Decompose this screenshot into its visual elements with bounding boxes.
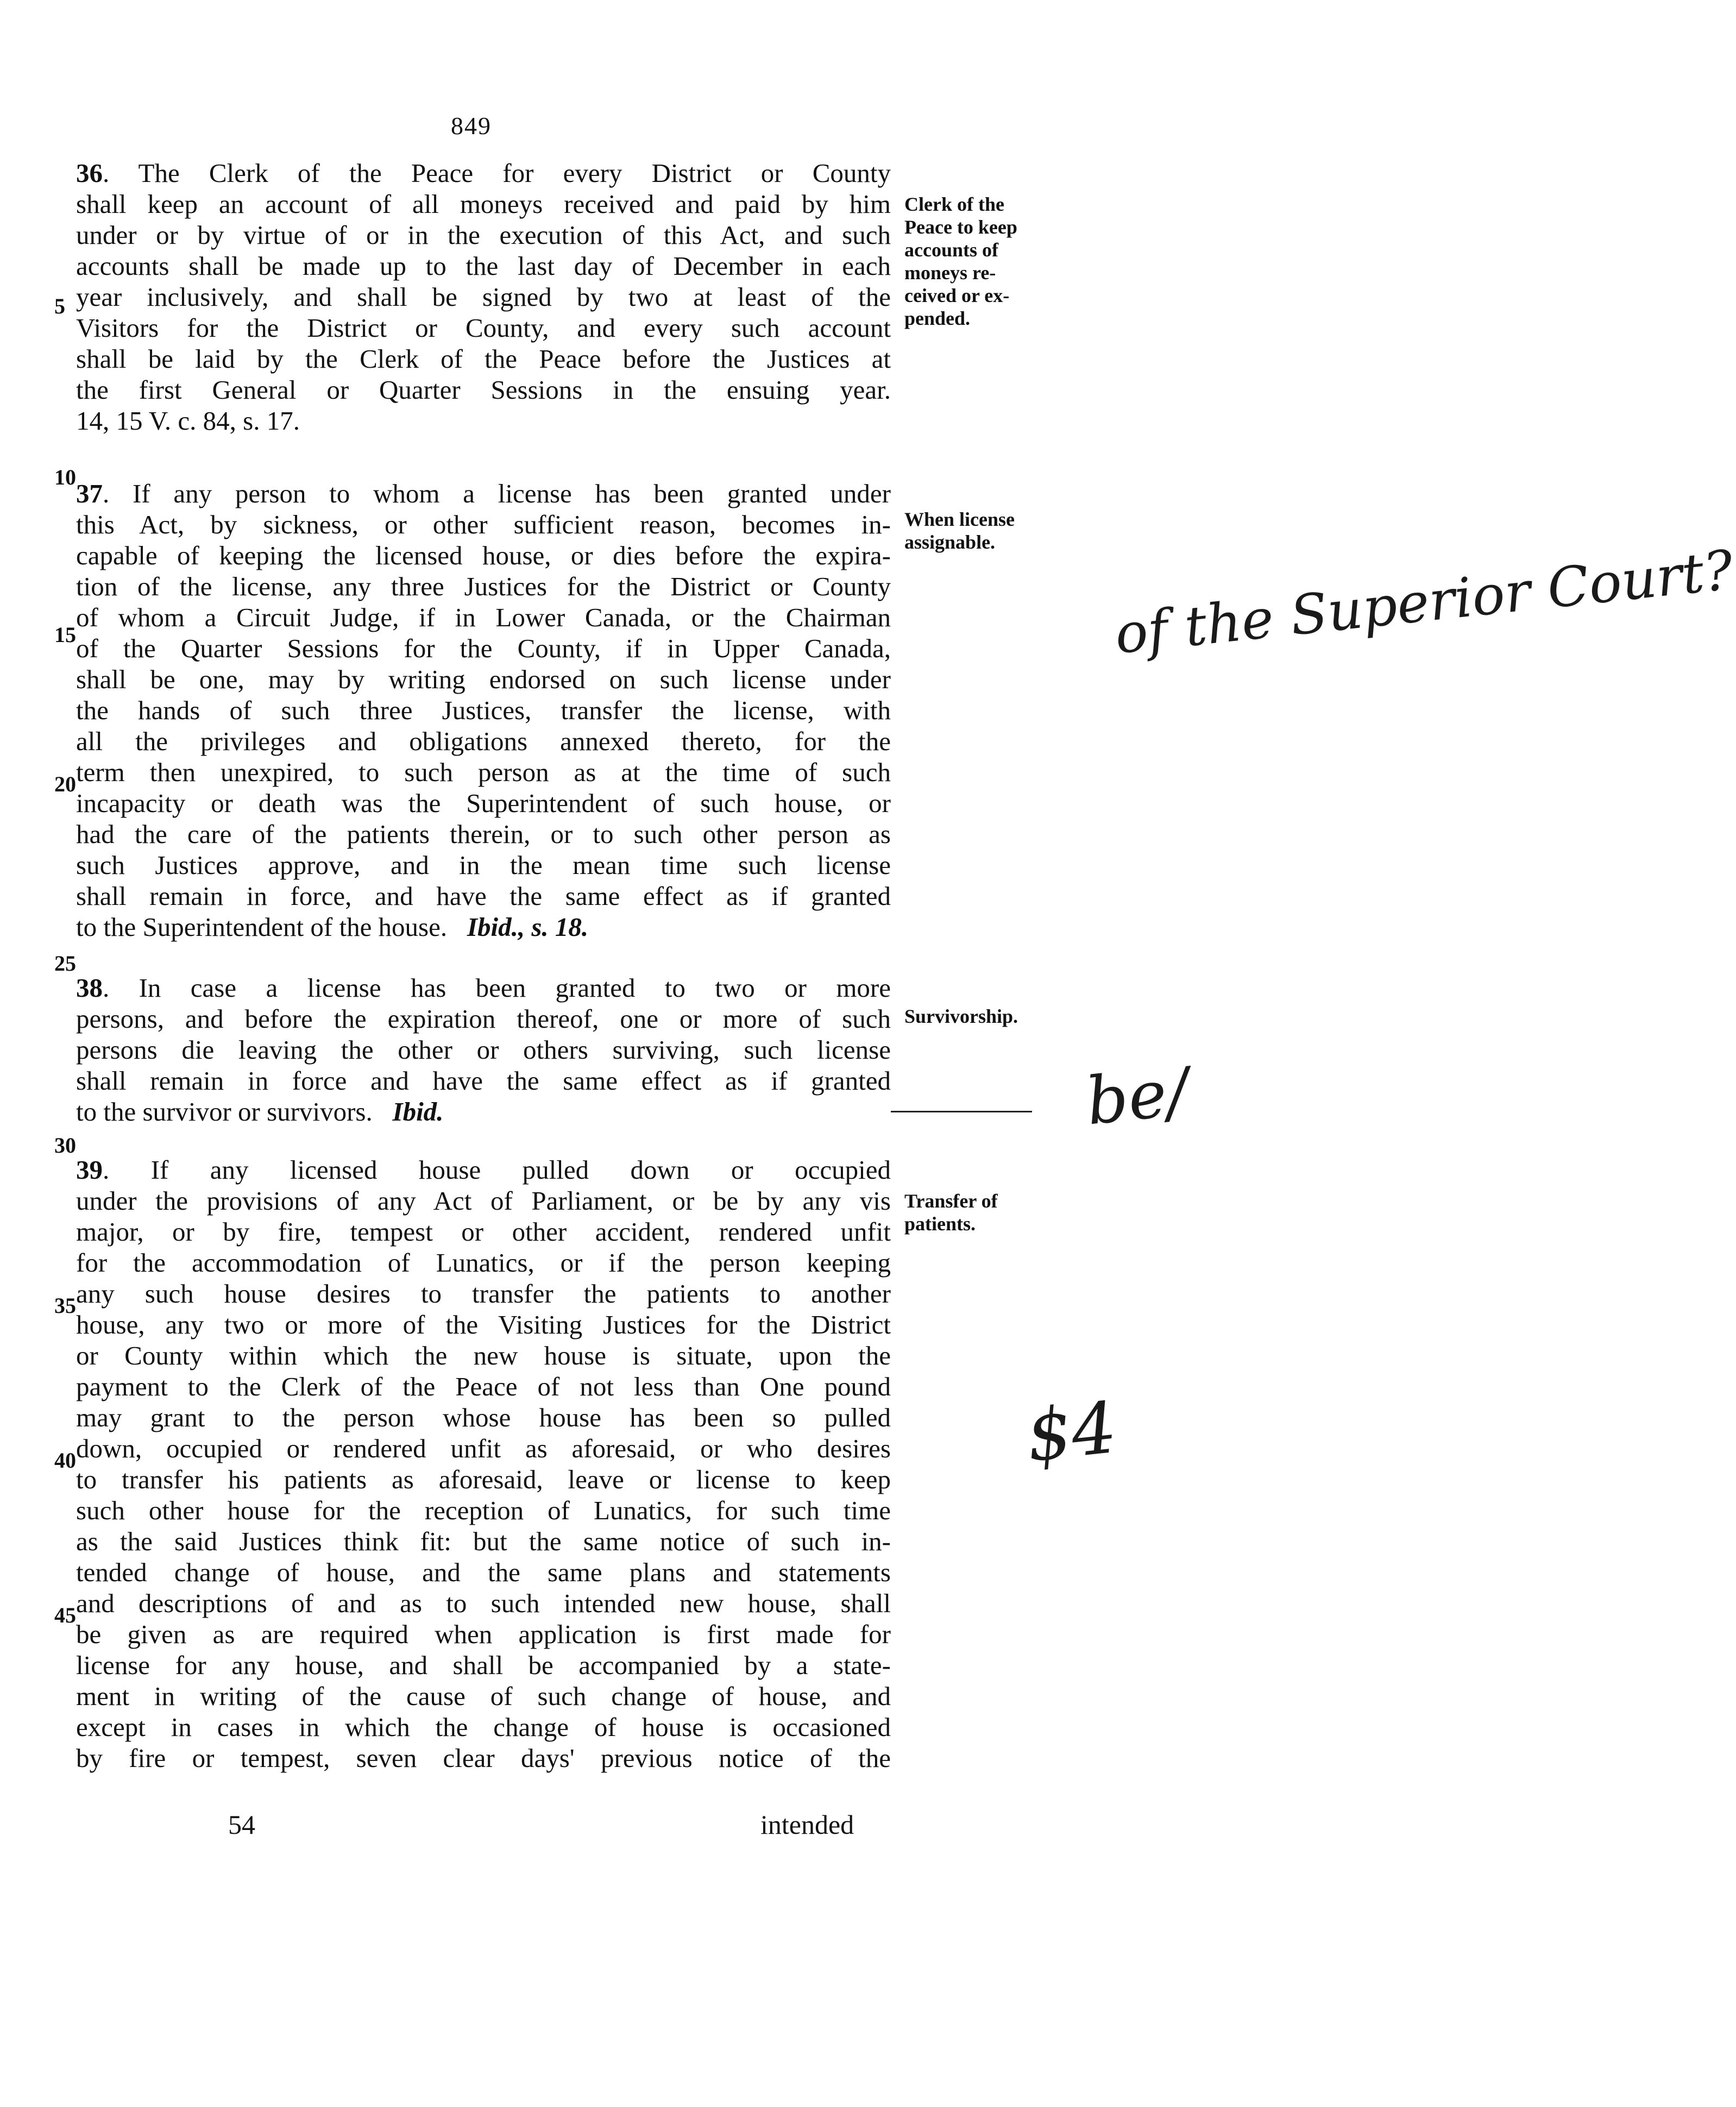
side-note-clerk-accounts: Clerk of the Peace to keep accounts of moneys re- ceived or ex- pended. [904, 193, 1017, 329]
text-line: for the accommodation of Lunatics, or if the person keeping [76, 1248, 891, 1278]
margin-line-number: 15 [54, 622, 76, 647]
handwritten-rule [891, 1111, 1032, 1112]
text-line: to the survivor or survivors. Ibid. [76, 1097, 444, 1127]
text-line: to transfer his patients as aforesaid, leave or license to keep [76, 1464, 891, 1494]
text-line: shall be laid by the Clerk of the Peace before the Justices at [76, 344, 891, 374]
text-line: by fire or tempest, seven clear days' previous notice of the [76, 1743, 891, 1773]
text-line: shall keep an account of all moneys received and paid by him [76, 189, 891, 219]
side-note-survivorship: Survivorship. [904, 1005, 1018, 1027]
catchword: intended [760, 1809, 854, 1840]
text-line: year inclusively, and shall be signed by two at least of the [76, 282, 891, 312]
handwritten-note-be: be/ [1083, 1054, 1193, 1140]
handwritten-note-superior-court: of the Superior Court? [1112, 538, 1736, 666]
text-line: except in cases in which the change of house is occasioned [76, 1712, 891, 1742]
text-line: had the care of the patients therein, or to such other person as [76, 819, 891, 849]
margin-line-number: 25 [54, 951, 76, 976]
text-line: 36. The Clerk of the Peace for every District or County [76, 158, 891, 188]
text-line: the hands of such three Justices, transfer the license, with [76, 695, 891, 725]
text-line: persons, and before the expiration thereof, one or more of such [76, 1004, 891, 1034]
text-line: of the Quarter Sessions for the County, if in Upper Canada, [76, 633, 891, 663]
text-line: may grant to the person whose house has been so pulled [76, 1402, 891, 1432]
text-line: license for any house, and shall be accompanied by a state- [76, 1650, 891, 1680]
text-line: term then unexpired, to such person as at the time of such [76, 757, 891, 787]
text-line: tended change of house, and the same plans and statements [76, 1557, 891, 1587]
text-line: Visitors for the District or County, and every such account [76, 313, 891, 343]
section-38 [76, 972, 891, 1127]
text-line: persons die leaving the other or others surviving, such license [76, 1035, 891, 1065]
margin-line-number: 35 [54, 1293, 76, 1318]
text-line: house, any two or more of the Visiting Justices for the District [76, 1310, 891, 1339]
signature-mark: 54 [228, 1809, 255, 1840]
text-line: 37. If any person to whom a license has been granted under [76, 479, 891, 508]
margin-line-number: 40 [54, 1448, 76, 1473]
text-line: ment in writing of the cause of such change of house, and [76, 1681, 891, 1711]
text-line: 14, 15 V. c. 84, s. 17. [76, 406, 300, 436]
margin-line-number: 5 [54, 294, 65, 318]
side-note-transfer-patients: Transfer of patients. [904, 1190, 998, 1235]
text-line: under the provisions of any Act of Parliament, or be by any vis [76, 1186, 891, 1216]
text-line: such other house for the reception of Lunatics, for such time [76, 1495, 891, 1525]
text-line: as the said Justices think fit: but the same notice of such in- [76, 1526, 891, 1556]
text-line: be given as are required when application is first made for [76, 1619, 891, 1649]
text-line: such Justices approve, and in the mean time such license [76, 850, 891, 880]
section-36 [76, 158, 891, 436]
text-line: payment to the Clerk of the Peace of not less than One pound [76, 1372, 891, 1401]
text-line: 38. In case a license has been granted to two or more [76, 973, 891, 1003]
text-line: all the privileges and obligations annexed thereto, for the [76, 726, 891, 756]
text-line: to the Superintendent of the house. Ibid., s. 18. [76, 912, 589, 942]
text-line: major, or by fire, tempest or other accident, rendered unfit [76, 1217, 891, 1247]
margin-line-number: 20 [54, 772, 76, 796]
side-note-license-assignable: When license assignable. [904, 508, 1015, 553]
text-line: of whom a Circuit Judge, if in Lower Canada, or the Chairman [76, 602, 891, 632]
text-line: 39. If any licensed house pulled down or occupied [76, 1155, 891, 1185]
text-line: and descriptions of and as to such intended new house, shall [76, 1588, 891, 1618]
text-line: shall remain in force, and have the same effect as if granted [76, 881, 891, 911]
text-line: or County within which the new house is situate, upon the [76, 1341, 891, 1370]
handwritten-note-dollars: $4 [1022, 1386, 1121, 1478]
text-line: any such house desires to transfer the patients to another [76, 1279, 891, 1309]
citation: Ibid., s. 18. [467, 912, 589, 942]
text-line: shall be one, may by writing endorsed on such license under [76, 664, 891, 694]
text-line: accounts shall be made up to the last day of December in each [76, 251, 891, 281]
text-line: shall remain in force and have the same effect as if granted [76, 1066, 891, 1096]
citation: Ibid. [392, 1097, 444, 1127]
text-line: the first General or Quarter Sessions in the ensuing year. [76, 375, 891, 405]
page-number: 849 [451, 112, 492, 140]
section-37 [76, 478, 891, 942]
text-line: this Act, by sickness, or other sufficient reason, becomes in- [76, 510, 891, 539]
text-line: under or by virtue of or in the execution of this Act, and such [76, 220, 891, 250]
text-line: tion of the license, any three Justices for the District or County [76, 571, 891, 601]
text-line: down, occupied or rendered unfit as aforesaid, or who desires [76, 1433, 891, 1463]
margin-line-number: 10 [54, 465, 76, 489]
margin-line-number: 45 [54, 1603, 76, 1627]
section-39 [76, 1154, 891, 1773]
margin-line-number: 30 [54, 1133, 76, 1158]
text-line: incapacity or death was the Superintendent of such house, or [76, 788, 891, 818]
text-line: capable of keeping the licensed house, or dies before the expira- [76, 540, 891, 570]
